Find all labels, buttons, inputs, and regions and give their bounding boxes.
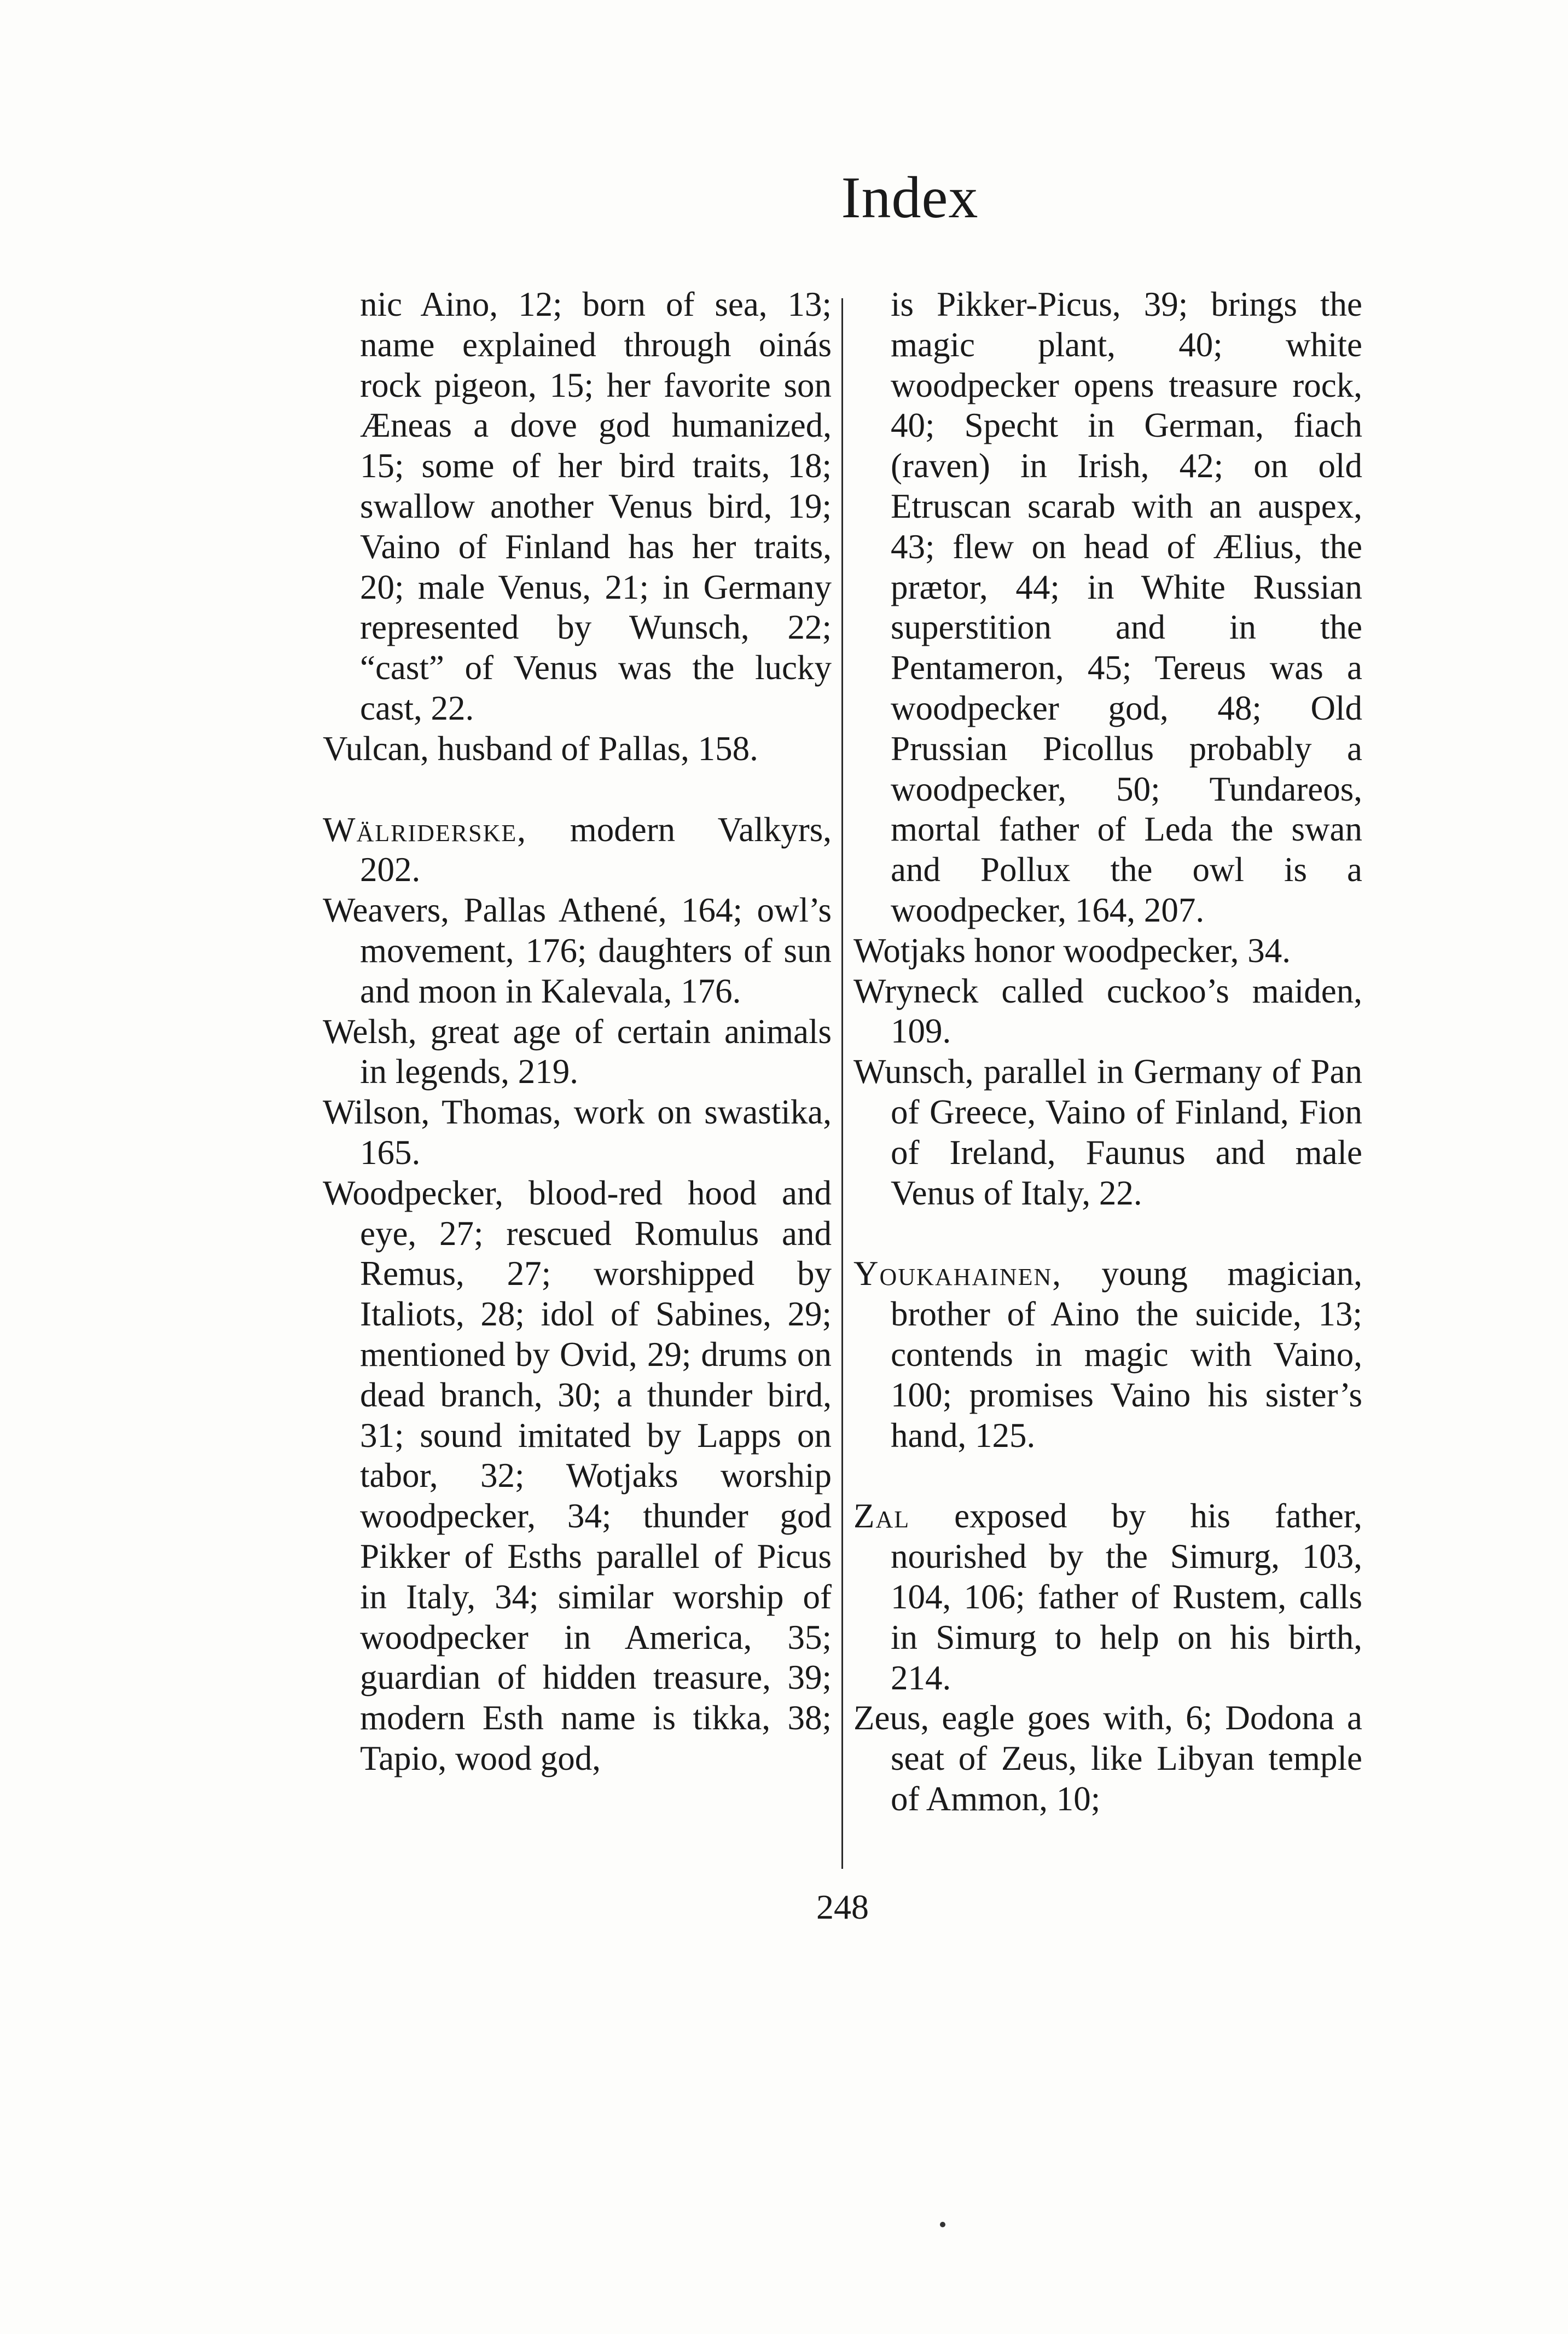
index-entry (323, 1092, 832, 1173)
index-entry (853, 1698, 1362, 1819)
index-entry (853, 285, 1362, 931)
entry-gap (323, 769, 832, 810)
entry-text: nic Aino, 12; born of sea, 13; name explained through oinás rock pigeon, 15; her favorite son Æneas a dove god humanized, 15; some of her bird traits, 18; swallow another Venus bird, 19; Vaino of Finland has her traits, 20; male Venus, 21; in Germany represented by Wunsch, 22; “cast” of Venus was the lucky cast, 22. (360, 285, 832, 727)
entry-text: Welsh, great age of certain animals in legends, 219. (323, 1012, 832, 1091)
page-title: Index (841, 165, 979, 230)
index-entry (853, 931, 1362, 971)
column-divider (841, 298, 843, 1869)
index-entry (323, 729, 832, 769)
entry-text: Wilson, Thomas, work on swastika, 165. (323, 1093, 832, 1172)
entry-lead-smallcaps: Wälriderske, (323, 810, 527, 849)
index-entry (853, 1052, 1362, 1213)
entry-text: Weavers, Pallas Athené, 164; owl’s movement, 176; daughters of sun and moon in Kalevala, 176. (323, 891, 832, 1010)
entry-text: is Pikker-Picus, 39; brings the magic plant, 40; white woodpecker opens treasure rock, 40; Specht in German, fiach (raven) in Irish, 42; on old Etruscan scarab with an auspex, 43; flew on head of Ælius, the prætor, 44; in White Russian superstition and in the Pentameron, 45; Tereus was a woodpecker god, 48; Old Prussian Picollus probably a woodpecker, 50; Tundareos, mortal father of Leda the swan and Pollux the owl is a woodpecker, 164, 207. (891, 285, 1362, 929)
index-entry (323, 1012, 832, 1093)
index-entry (853, 971, 1362, 1052)
index-entry (323, 890, 832, 1011)
entry-text: Woodpecker, blood-red hood and eye, 27; rescued Romulus and Remus, 27; worshipped by Italiots, 28; idol of Sabines, 29; mentioned by Ovid, 29; drums on dead branch, 30; a thunder bird, 31; sound imitated by Lapps on tabor, 32; Wotjaks worship woodpecker, 34; thunder god Pikker of Esths parallel of Picus in Italy, 34; similar worship of woodpecker in America, 35; guardian of hidden treasure, 39; modern Esth name is tikka, 38; Tapio, wood god, (323, 1173, 832, 1777)
index-entry (853, 1254, 1362, 1456)
page-number: 248 (816, 1887, 869, 1926)
entry-text: Vulcan, husband of Pallas, 158. (323, 729, 758, 768)
index-entry (853, 1496, 1362, 1698)
entry-lead-smallcaps: Youkahainen, (853, 1254, 1062, 1293)
index-column-left (323, 285, 832, 1779)
entry-text: Zeus, eagle goes with, 6; Dodona a seat of Zeus, like Libyan temple of Ammon, 10; (853, 1699, 1362, 1818)
index-entry (323, 285, 832, 729)
entry-text: modern Valkyrs, 202. (360, 810, 832, 889)
entry-text: Wryneck called cuckoo’s maiden, 109. (853, 971, 1362, 1051)
entry-text: young magician, brother of Aino the suicide, 13; contends in magic with Vaino, 100; promises Vaino his sister’s hand, 125. (891, 1254, 1362, 1455)
print-speck (940, 2222, 945, 2227)
entry-gap (853, 1213, 1362, 1254)
index-entry (323, 1173, 832, 1779)
index-column-right (853, 285, 1362, 1820)
entry-gap (853, 1456, 1362, 1496)
index-entry (323, 810, 832, 891)
entry-text: Wotjaks honor woodpecker, 34. (853, 931, 1291, 970)
entry-text: exposed by his father, nourished by the Simurg, 103, 104, 106; father of Rustem, calls in Simurg to help on his birth, 214. (891, 1497, 1362, 1697)
entry-text: Wunsch, parallel in Germany of Pan of Greece, Vaino of Finland, Fion of Ireland, Faunus and male Venus of Italy, 22. (853, 1052, 1362, 1212)
entry-lead-smallcaps: Zal (853, 1497, 910, 1536)
